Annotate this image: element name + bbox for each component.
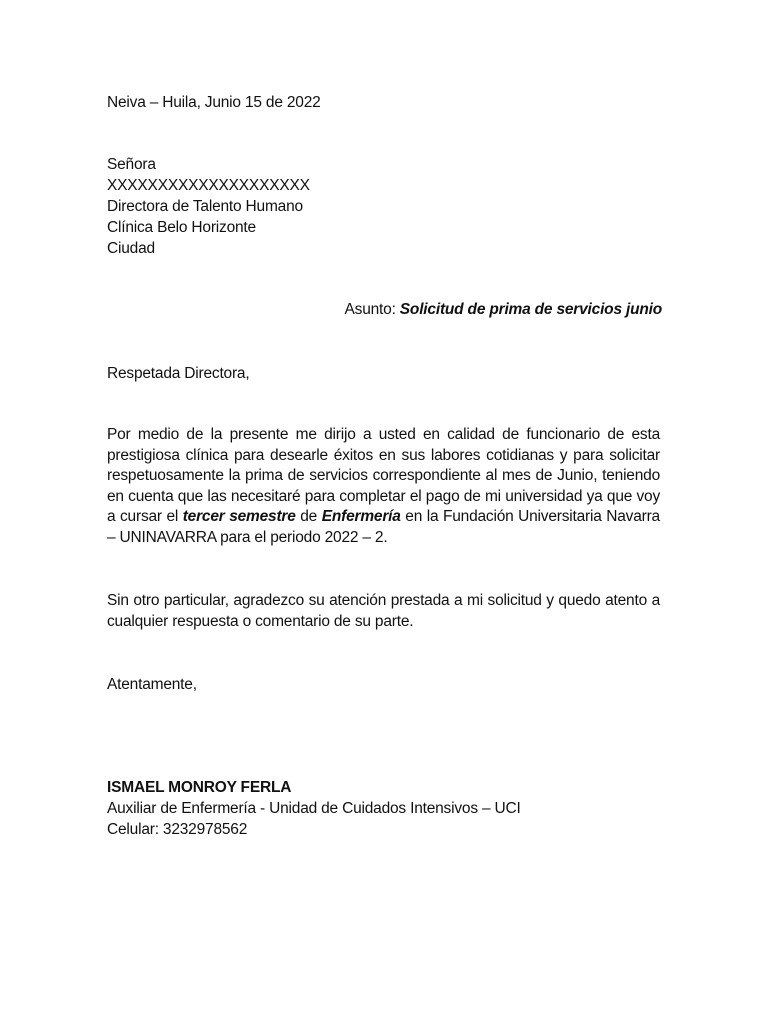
body-paragraph-2: Sin otro particular, agradezco su atención prestada a mi solicitud y quedo atento a cualquier respuesta o comentario de su parte.	[107, 592, 660, 630]
body-text-a: Por medio de la presente me dirijo a usted en calidad de funcionario de esta prestigiosa clínica para desearle éxitos en sus labores cotidianas y para solicitar respetuosamente la prima de servicios correspondiente al mes de Junio, teniendo en cuenta que las necesitaré para completar el pago de mi universidad ya que voy a cursar el	[107, 426, 660, 526]
signer-name: ISMAEL MONROY FERLA	[107, 779, 292, 796]
signature-block	[107, 777, 521, 840]
recipient-title: Señora	[107, 156, 156, 173]
body-text-c: en la Fundación Universitaria Navarra – UNINAVARRA para el periodo 2022 – 2.	[107, 508, 660, 546]
closing: Atentamente,	[107, 676, 197, 693]
recipient-name: XXXXXXXXXXXXXXXXXXXX	[107, 177, 310, 194]
recipient-organization: Clínica Belo Horizonte	[107, 219, 256, 236]
recipient-block	[107, 154, 310, 259]
signer-role: Auxiliar de Enfermería - Unidad de Cuidados Intensivos – UCI	[107, 800, 521, 817]
emphasis-program: Enfermería	[321, 508, 401, 526]
body-text-b: de	[295, 508, 322, 526]
subject-value: Solicitud de prima de servicios junio	[399, 301, 662, 318]
date-line: Neiva – Huila, Junio 15 de 2022	[107, 94, 321, 111]
recipient-city: Ciudad	[107, 240, 155, 257]
body-paragraph-1	[107, 425, 660, 549]
subject-line	[345, 299, 662, 320]
emphasis-semester: tercer semestre	[182, 508, 296, 526]
signer-phone: Celular: 3232978562	[107, 821, 248, 838]
greeting: Respetada Directora,	[107, 365, 250, 382]
recipient-position: Directora de Talento Humano	[107, 198, 303, 215]
subject-label: Asunto:	[344, 301, 396, 318]
